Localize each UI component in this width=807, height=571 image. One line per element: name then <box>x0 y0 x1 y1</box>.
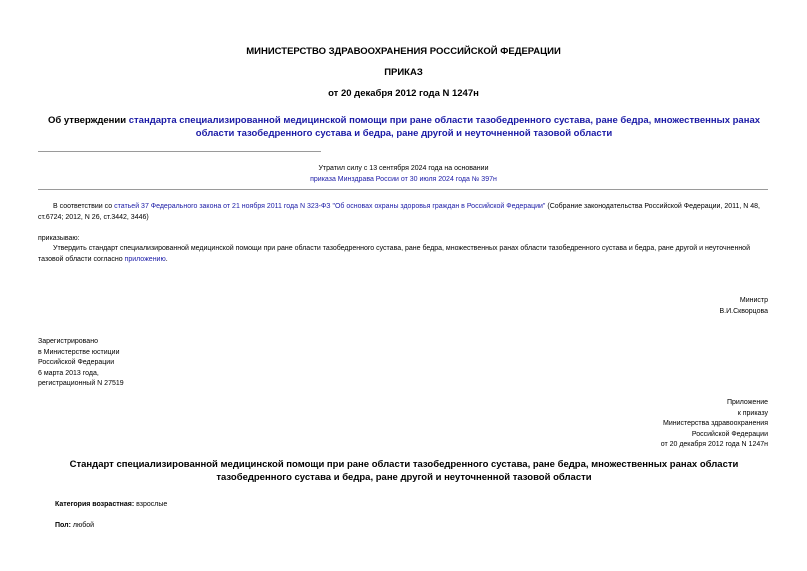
standard-title: Стандарт специализированной медицинской помощи при ране области тазобедренного сустава, ране бедра, множественных ранах области тазобедренного сустава и бедра, ране другой и неуточненной тазовой области <box>69 459 739 483</box>
order-paragraph <box>38 244 768 265</box>
signature-position: Министр <box>739 297 768 304</box>
signature-name: В.И.Скворцова <box>719 307 768 315</box>
preamble-paragraph <box>38 202 768 223</box>
appendix-link[interactable]: приложению <box>124 255 166 263</box>
sex-label: Пол: <box>55 522 71 529</box>
doc-type-heading: ПРИКАЗ <box>384 67 423 78</box>
preamble-rest: (Собрание законодательства Российской Федерации, 2011, N 48, ст.6724; 2012, N 26, ст.3442, 3446) <box>38 203 761 221</box>
order-end: . <box>165 255 168 263</box>
registration-line: регистрационный N 27519 <box>38 380 124 387</box>
ministry-heading: МИНИСТЕРСТВО ЗДРАВООХРАНЕНИЯ РОССИЙСКОЙ ФЕДЕРАЦИИ <box>246 46 561 57</box>
sex-category <box>55 521 655 532</box>
status-note <box>0 164 807 185</box>
signature-block <box>500 296 768 317</box>
status-link[interactable]: приказа Минздрава России от 30 июля 2024 года № 397н <box>310 175 497 183</box>
preamble-intro: В соответствии со <box>53 203 115 210</box>
appendix-line: от 20 декабря 2012 года N 1247н <box>660 441 768 448</box>
registration-line: Зарегистрировано <box>38 338 98 345</box>
title-prefix: Об утверждении <box>48 115 129 126</box>
appendix-line: к приказу <box>737 409 768 417</box>
sex-value: любой <box>70 522 95 529</box>
order-title <box>48 115 760 140</box>
divider <box>38 151 321 152</box>
appendix-block <box>500 398 768 451</box>
registration-line: Российской Федерации <box>38 359 115 366</box>
age-value: взрослые <box>134 501 168 508</box>
order-text: Утвердить стандарт специализированной медицинской помощи при ране области тазобедренного сустава, ране бедра, множественных ранах области тазобедренного сустава и бедра, ране другой и неуточненной тазовой области согласно <box>38 245 750 263</box>
divider <box>38 189 768 190</box>
title-standard-link[interactable]: стандарта специализированной медицинской помощи при ране области тазобедренного сустава, ране бедра, множественных ранах области тазобедренного сустава и бедра, ране другой и неуточненной тазовой области <box>128 115 761 139</box>
registration-block <box>38 337 338 390</box>
registration-line: в Министерстве юстиции <box>38 348 120 356</box>
law-link[interactable]: статьей 37 Федерального закона от 21 ноября 2011 года N 323-ФЗ "Об основах охраны здоровья граждан в Российской Федерации" <box>114 203 546 210</box>
registration-line: 6 марта 2013 года, <box>38 369 99 377</box>
order-label: приказываю: <box>38 235 80 242</box>
appendix-line: Приложение <box>726 399 768 406</box>
appendix-line: Российской Федерации <box>691 430 768 438</box>
appendix-line: Министерства здравоохранения <box>663 420 768 427</box>
status-line: Утратил силу с 13 сентября 2024 года на основании <box>318 165 489 172</box>
date-number-heading: от 20 декабря 2012 года N 1247н <box>328 88 479 99</box>
age-label: Категория возрастная: <box>55 501 135 508</box>
age-category <box>55 500 655 511</box>
